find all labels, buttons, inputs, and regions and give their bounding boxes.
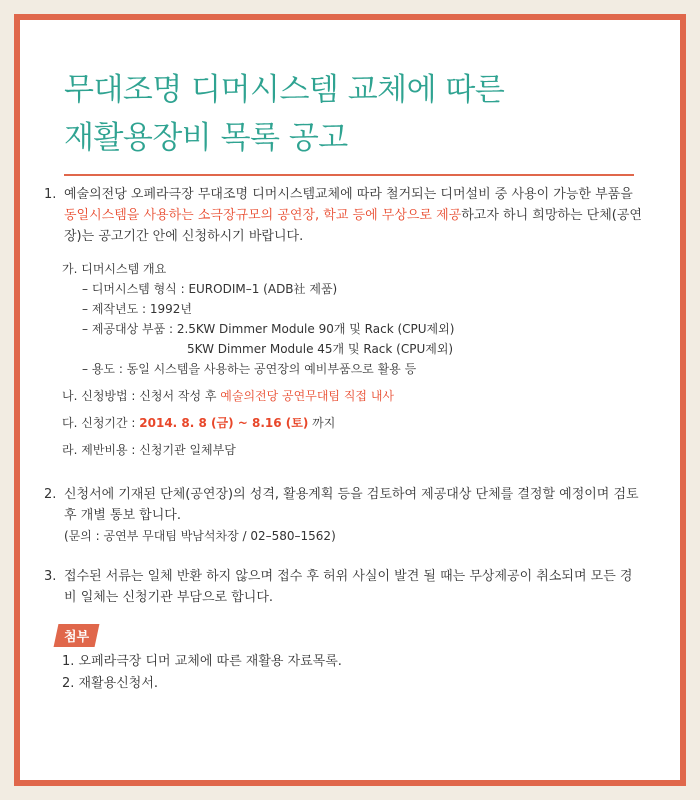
section-1-highlight: 동일시스템을 사용하는 소극장규모의 공연장, 학교 등에 무상으로 제공 (64, 208, 462, 223)
list-item: – 디머시스템 형식 : EURODIM–1 (ADB社 제품) (82, 282, 338, 296)
section-3-text: 접수된 서류는 일체 반환 하지 않으며 접수 후 허위 사실이 발견 될 때는 무상제공이 취소되며 모든 경비 일체는 신청기관 부담으로 합니다. (64, 569, 633, 605)
attachment-item: 2. 재활용신청서. (62, 676, 159, 691)
subsection-ga-label: 가. 디머시스템 개요 (62, 262, 167, 276)
title-line-2: 재활용장비 목록 공고 (64, 120, 348, 156)
section-2-number: 2. (44, 487, 57, 502)
subsection-na-highlight: 예술의전당 공연무대팀 직접 내사 (220, 389, 394, 403)
title-line-1: 무대조명 디머시스템 교체에 따른 (64, 72, 505, 108)
list-item: – 용도 : 동일 시스템을 사용하는 공연장의 예비부품으로 활용 등 (82, 362, 417, 376)
subsection-ra (44, 440, 644, 460)
section-2 (44, 484, 644, 546)
contact-info: (문의 : 공연부 무대팀 박남석차장 / 02–580–1562) (64, 529, 336, 543)
list-item: – 제공대상 부품 : 2.5KW Dimmer Module 90개 및 Rack (CPU제외) (82, 322, 455, 336)
subsection-na (44, 386, 644, 406)
section-1-text-a: 예술의전당 오페라극장 무대조명 디머시스템교체에 따라 철거되는 디머설비 중 사용이 가능한 부품을 (64, 187, 633, 202)
section-3 (44, 566, 644, 608)
subsection-ra-label: 라. 제반비용 : 신청기관 일체부담 (62, 443, 236, 457)
subsection-da-label: 다. 신청기간 : (62, 416, 140, 430)
subsection-da (44, 413, 644, 433)
attachment-item: 1. 오페라극장 디머 교체에 따른 재활용 자료목록. (62, 654, 342, 669)
section-2-text: 신청서에 기재된 단체(공연장)의 성격, 활용계획 등을 검토하여 제공대상 단체를 결정할 예정이며 검토 후 개별 통보 합니다. (64, 487, 639, 523)
section-3-number: 3. (44, 569, 57, 584)
section-1-number: 1. (44, 187, 57, 202)
attachment-badge-label: 첨부 (64, 630, 90, 645)
section-1-text-b: 하고자 하니 희망하는 단체(공연장)는 공고기간 안에 신청하시기 바랍니다. (64, 208, 642, 244)
dimmer-overview-list (62, 279, 644, 379)
section-1 (44, 184, 644, 247)
subsection-na-label: 나. 신청방법 : 신청서 작성 후 (62, 389, 221, 403)
list-item: 5KW Dimmer Module 45개 및 Rack (CPU제외) (187, 342, 454, 356)
attachment-badge (54, 624, 100, 647)
application-period: 2014. 8. 8 (금) ~ 8.16 (토) (139, 416, 309, 430)
list-item: – 제작년도 : 1992년 (82, 302, 192, 316)
attachment-list (44, 651, 644, 695)
attachment-block (44, 624, 644, 695)
title-divider (64, 174, 634, 176)
notice-body (44, 184, 644, 695)
subsection-ga (44, 259, 644, 379)
subsection-da-suffix: 까지 (308, 416, 336, 430)
notice-title (64, 66, 504, 162)
